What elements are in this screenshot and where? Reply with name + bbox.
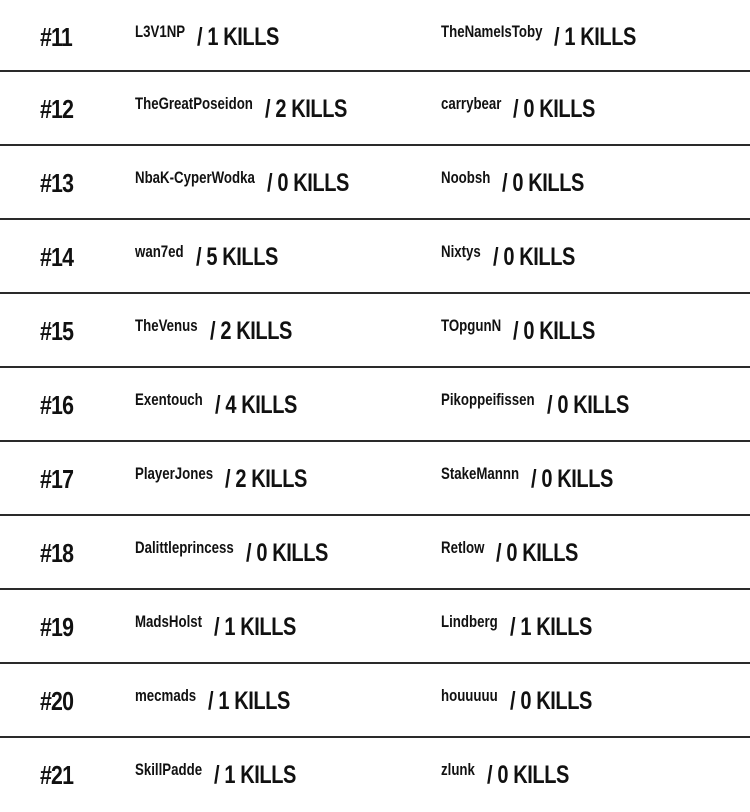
- table-row: [0, 220, 750, 294]
- player-name: zlunk: [441, 760, 475, 779]
- kill-count: / 1 KILLS: [197, 22, 280, 51]
- player-name: Lindberg: [441, 612, 498, 631]
- kill-count: / 1 KILLS: [214, 612, 297, 641]
- kill-count: / 0 KILLS: [496, 538, 579, 567]
- table-row: [0, 294, 750, 368]
- table-row: [0, 0, 750, 72]
- rank-label: #17: [40, 464, 74, 494]
- rank-label: #19: [40, 612, 74, 642]
- player-name: TheGreatPoseidon: [135, 94, 253, 113]
- rank-label: #20: [40, 686, 74, 716]
- kill-count: / 1 KILLS: [554, 22, 637, 51]
- rank-label: #15: [40, 316, 74, 346]
- player-right: [441, 738, 589, 812]
- kill-count: / 0 KILLS: [492, 242, 575, 271]
- player-right: [441, 0, 657, 74]
- kill-count: / 1 KILLS: [509, 612, 592, 641]
- player-left: [135, 220, 298, 294]
- player-name: carrybear: [441, 94, 502, 113]
- table-row: [0, 516, 750, 590]
- kill-count: / 0 KILLS: [486, 760, 569, 789]
- kill-count: / 0 KILLS: [509, 686, 592, 715]
- kill-count: / 1 KILLS: [208, 686, 291, 715]
- player-name: L3V1NP: [135, 22, 186, 41]
- rank-label: #14: [40, 242, 74, 272]
- player-name: TOpgunN: [441, 316, 502, 335]
- player-name: Nixtys: [441, 242, 481, 261]
- rank-label: #16: [40, 390, 74, 420]
- player-name: MadsHolst: [135, 612, 203, 631]
- kill-count: / 0 KILLS: [531, 464, 614, 493]
- player-right: [441, 664, 612, 738]
- kill-count: / 0 KILLS: [546, 390, 629, 419]
- rank-label: #11: [40, 22, 72, 52]
- kill-count: / 0 KILLS: [502, 168, 585, 197]
- player-right: [441, 368, 649, 442]
- player-name: TheNameIsToby: [441, 22, 543, 41]
- kill-count: / 0 KILLS: [245, 538, 328, 567]
- rank-label: #13: [40, 168, 74, 198]
- table-row: [0, 664, 750, 738]
- player-right: [441, 294, 616, 368]
- player-left: [135, 294, 312, 368]
- kill-count: / 0 KILLS: [266, 168, 349, 197]
- kill-count: / 0 KILLS: [513, 94, 596, 123]
- kill-count: / 1 KILLS: [214, 760, 297, 789]
- player-left: [135, 146, 369, 220]
- player-name: Exentouch: [135, 390, 203, 409]
- player-name: Pikoppeifissen: [441, 390, 535, 409]
- player-name: NbaK-CyperWodka: [135, 168, 255, 187]
- player-left: [135, 72, 367, 146]
- table-row: [0, 368, 750, 442]
- player-left: [135, 516, 348, 590]
- player-right: [441, 146, 605, 220]
- player-name: TheVenus: [135, 316, 198, 335]
- player-name: SkillPadde: [135, 760, 203, 779]
- table-row: [0, 738, 750, 812]
- kill-count: / 5 KILLS: [195, 242, 278, 271]
- player-left: [135, 0, 300, 74]
- player-left: [135, 590, 317, 664]
- table-row: [0, 590, 750, 664]
- player-left: [135, 664, 311, 738]
- player-left: [135, 738, 317, 812]
- player-name: mecmads: [135, 686, 197, 705]
- player-left: [135, 368, 317, 442]
- player-name: Dalittleprincess: [135, 538, 234, 557]
- player-name: Noobsh: [441, 168, 491, 187]
- player-right: [441, 220, 595, 294]
- player-right: [441, 442, 634, 516]
- player-right: [441, 516, 599, 590]
- kill-count: / 2 KILLS: [264, 94, 347, 123]
- player-name: StakeMannn: [441, 464, 520, 483]
- player-name: houuuuu: [441, 686, 498, 705]
- rank-label: #21: [40, 760, 74, 790]
- rank-label: #18: [40, 538, 74, 568]
- rank-label: #12: [40, 94, 74, 124]
- player-name: Retlow: [441, 538, 485, 557]
- kill-count: / 2 KILLS: [225, 464, 308, 493]
- player-right: [441, 72, 616, 146]
- player-left: [135, 442, 328, 516]
- kill-count: / 4 KILLS: [214, 390, 297, 419]
- kill-count: / 0 KILLS: [513, 316, 596, 345]
- table-row: [0, 442, 750, 516]
- table-row: [0, 72, 750, 146]
- table-row: [0, 146, 750, 220]
- player-name: wan7ed: [135, 242, 184, 261]
- player-right: [441, 590, 612, 664]
- kill-count: / 2 KILLS: [209, 316, 292, 345]
- player-name: PlayerJones: [135, 464, 214, 483]
